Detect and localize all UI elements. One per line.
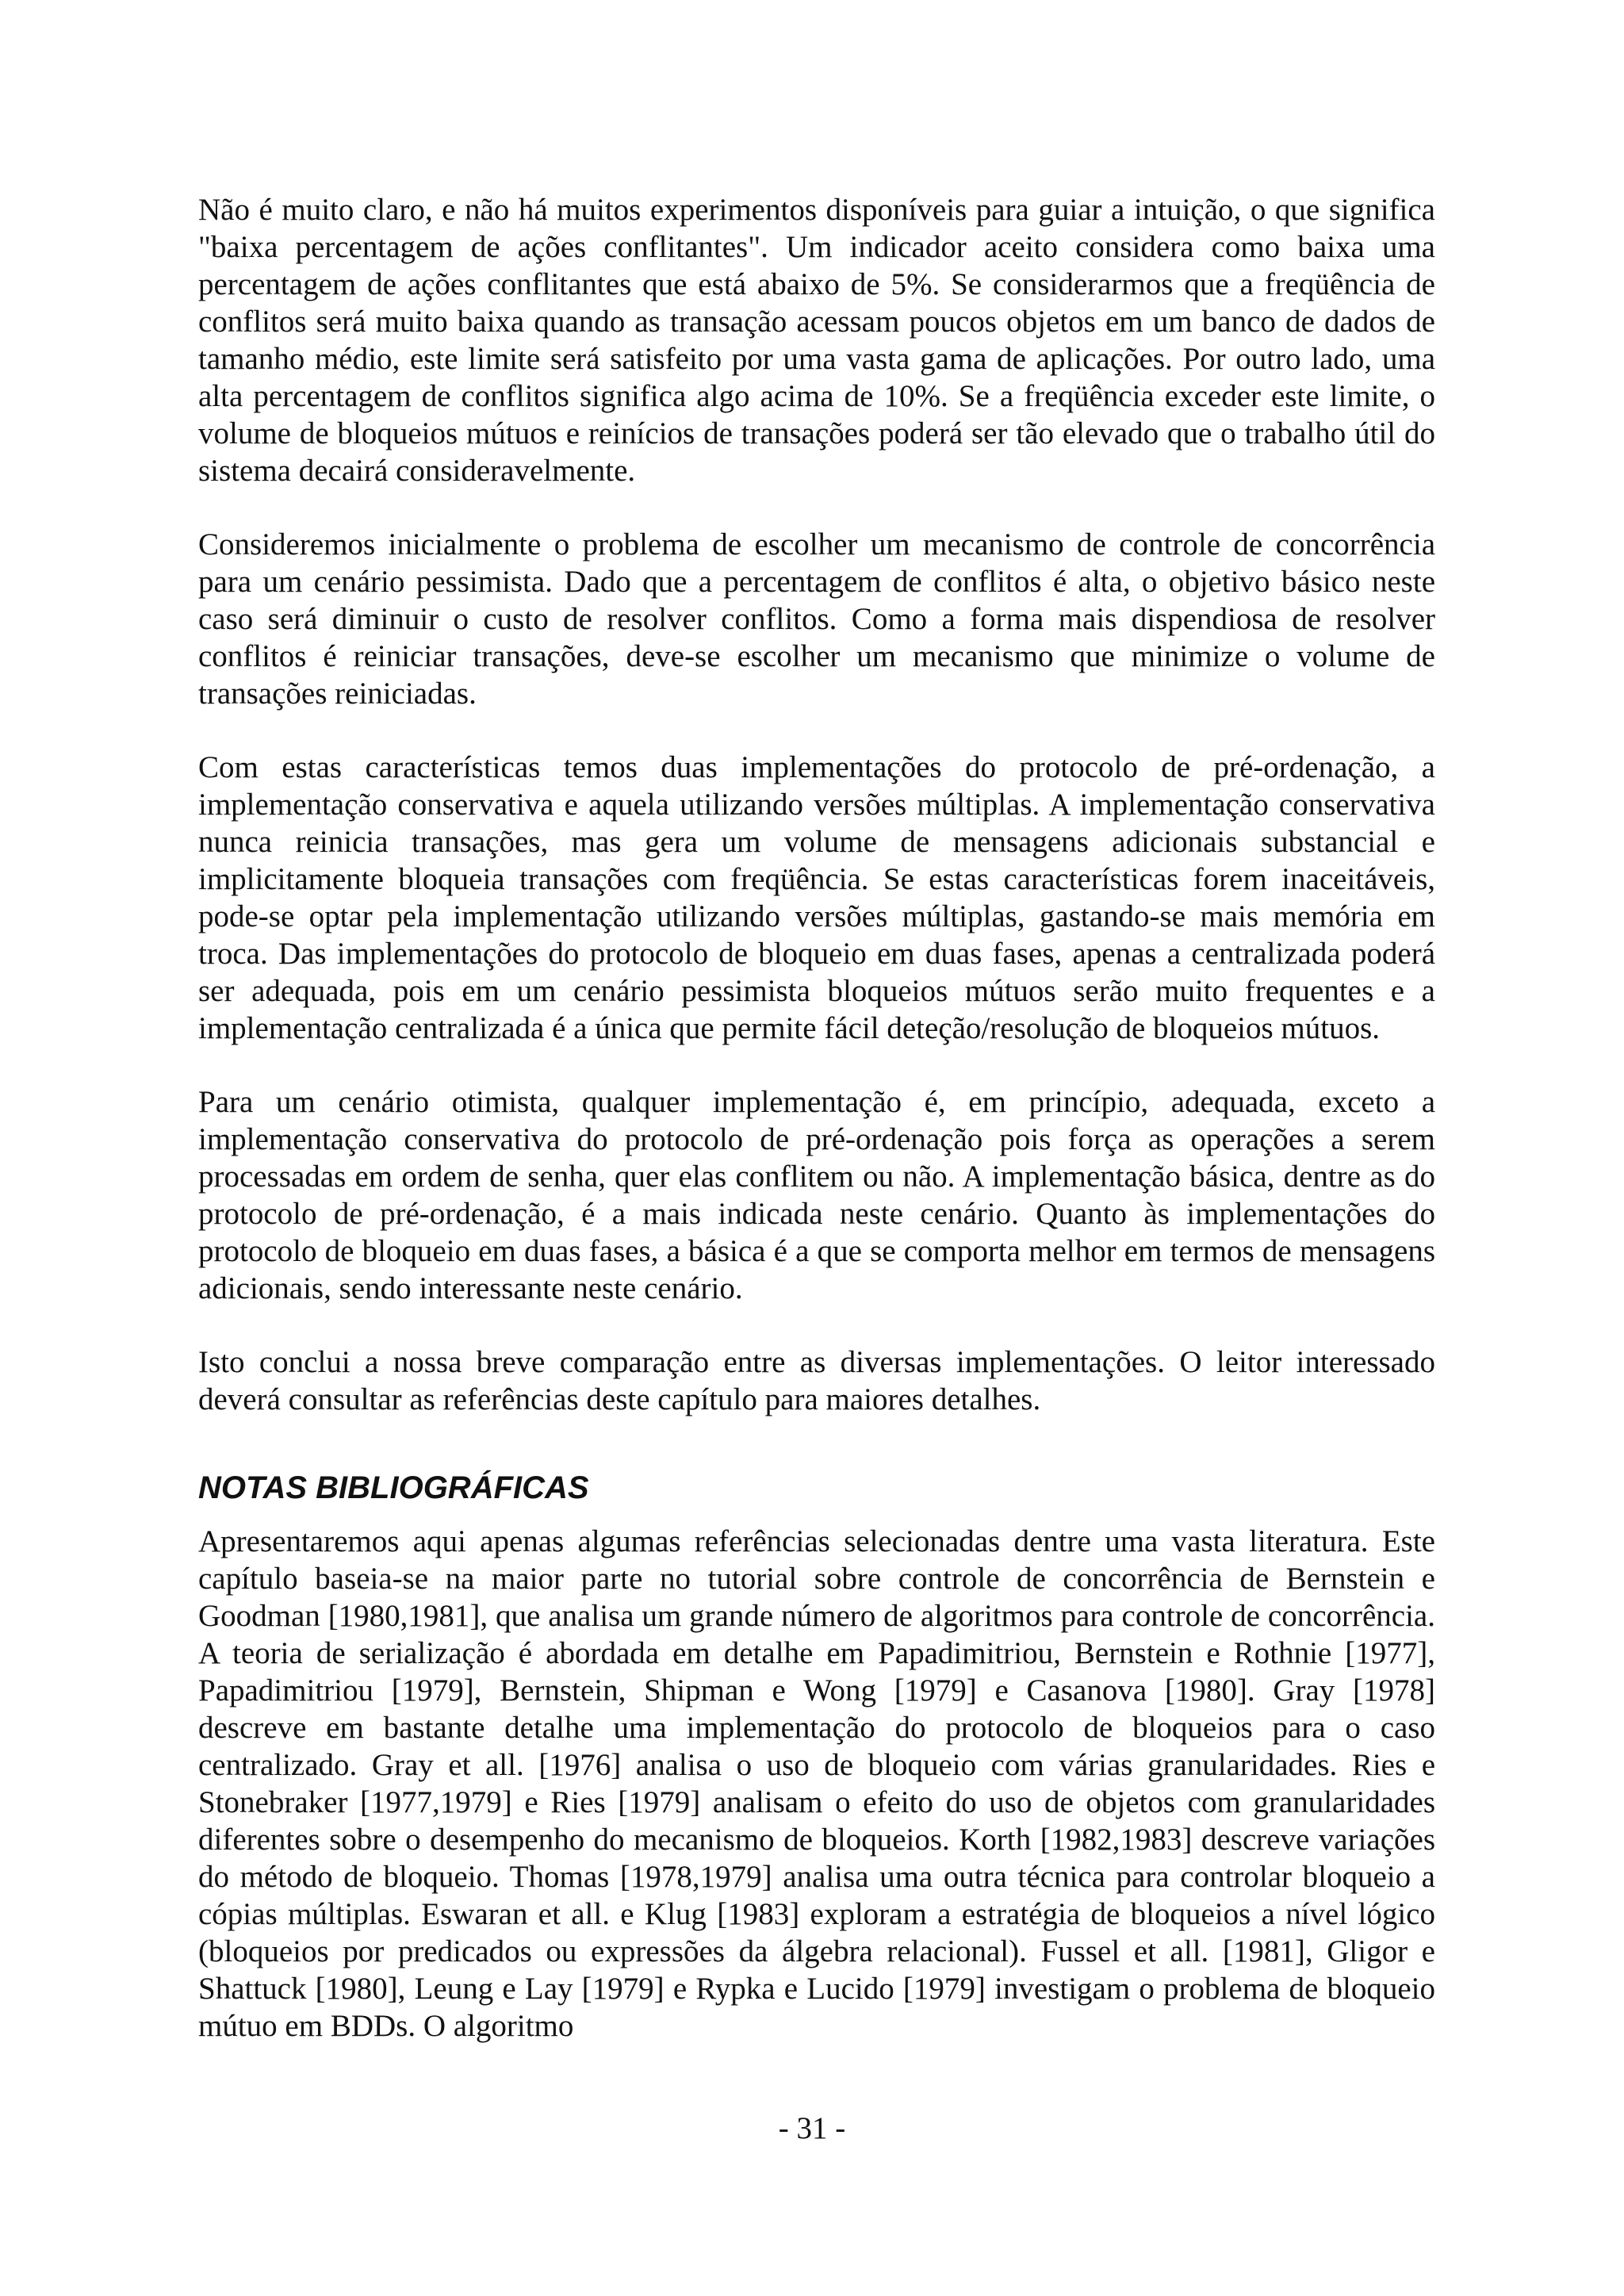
paragraph-3: Com estas características temos duas implementações do protocolo de pré-ordenação, a implementação conservativa e aquela utilizando versões múltiplas. A implementação conservativa nunca reinicia transações, mas gera um volume de mensagens adicionais substancial e implicitamente bloqueia transações com freqüência. Se estas características forem inaceitáveis, pode-se optar pela implementação utilizando versões múltiplas, gastando-se mais memória em troca. Das implementações do protocolo de bloqueio em duas fases, apenas a centralizada poderá ser adequada, pois em um cenário pessimista bloqueios mútuos serão muito frequentes e a implementação centralizada é a única que permite fácil deteção/resolução de bloqueios mútuos. [198, 750, 1435, 1045]
page-number: - 31 - [778, 2111, 846, 2145]
paragraph-1: Não é muito claro, e não há muitos experimentos disponíveis para guiar a intuição, o que significa "baixa percentagem de ações conflitantes". Um indicador aceito considera como baixa uma percentagem de ações conflitantes que está abaixo de 5%. Se considerarmos que a freqüência de conflitos será muito baixa quando as transação acessam poucos objetos em um banco de dados de tamanho médio, este limite será satisfeito por uma vasta gama de aplicações. Por outro lado, uma alta percentagem de conflitos significa algo acima de 10%. Se a freqüência exceder este limite, o volume de bloqueios mútuos e reinícios de transações poderá ser tão elevado que o trabalho útil do sistema decairá consideravelmente. [198, 193, 1435, 488]
paragraph-2: Consideremos inicialmente o problema de escolher um mecanismo de controle de concorrência para um cenário pessimista. Dado que a percentagem de conflitos é alta, o objetivo básico neste caso será diminuir o custo de resolver conflitos. Como a forma mais dispendiosa de resolver conflitos é reiniciar transações, deve-se escolher um mecanismo que minimize o volume de transações reiniciadas. [198, 527, 1435, 711]
paragraph-5: Isto conclui a nossa breve comparação entre as diversas implementações. O leitor interessado deverá consultar as referências deste capítulo para maiores detalhes. [198, 1345, 1435, 1416]
paragraph-4: Para um cenário otimista, qualquer implementação é, em princípio, adequada, exceto a implementação conservativa do protocolo de pré-ordenação pois força as operações a serem processadas em ordem de senha, quer elas conflitem ou não. A implementação básica, dentre as do protocolo de pré-ordenação, é a mais indicada neste cenário. Quanto às implementações do protocolo de bloqueio em duas fases, a básica é a que se comporta melhor em termos de mensagens adicionais, sendo interessante neste cenário. [198, 1085, 1435, 1305]
document-body [198, 191, 1435, 2081]
section-paragraph: Apresentaremos aqui apenas algumas referências selecionadas dentre uma vasta literatura. Este capítulo baseia-se na maior parte no tutorial sobre controle de concorrência de Bernstein e Goodman [1980,1981], que analisa um grande número de algoritmos para controle de concorrência. A teoria de serialização é abordada em detalhe em Papadimitriou, Bernstein e Rothnie [1977], Papadimitriou [1979], Bernstein, Shipman e Wong [1979] e Casanova [1980]. Gray [1978] descreve em bastante detalhe uma implementação do protocolo de bloqueios para o caso centralizado. Gray et all. [1976] analisa o uso de bloqueio com várias granularidades. Ries e Stonebraker [1977,1979] e Ries [1979] analisam o efeito do uso de objetos com granularidades diferentes sobre o desempenho do mecanismo de bloqueios. Korth [1982,1983] descreve variações do método de bloqueio. Thomas [1978,1979] analisa uma outra técnica para controlar bloqueio a cópias múltiplas. Eswaran et all. e Klug [1983] exploram a estratégia de bloqueios a nível lógico (bloqueios por predicados ou expressões da álgebra relacional). Fussel et all. [1981], Gligor e Shattuck [1980], Leung e Lay [1979] e Rypka e Lucido [1979] investigam o problema de bloqueio mútuo em BDDs. O algoritmo [198, 1524, 1435, 2043]
section-heading: NOTAS BIBLIOGRÁFICAS [198, 1470, 589, 1505]
